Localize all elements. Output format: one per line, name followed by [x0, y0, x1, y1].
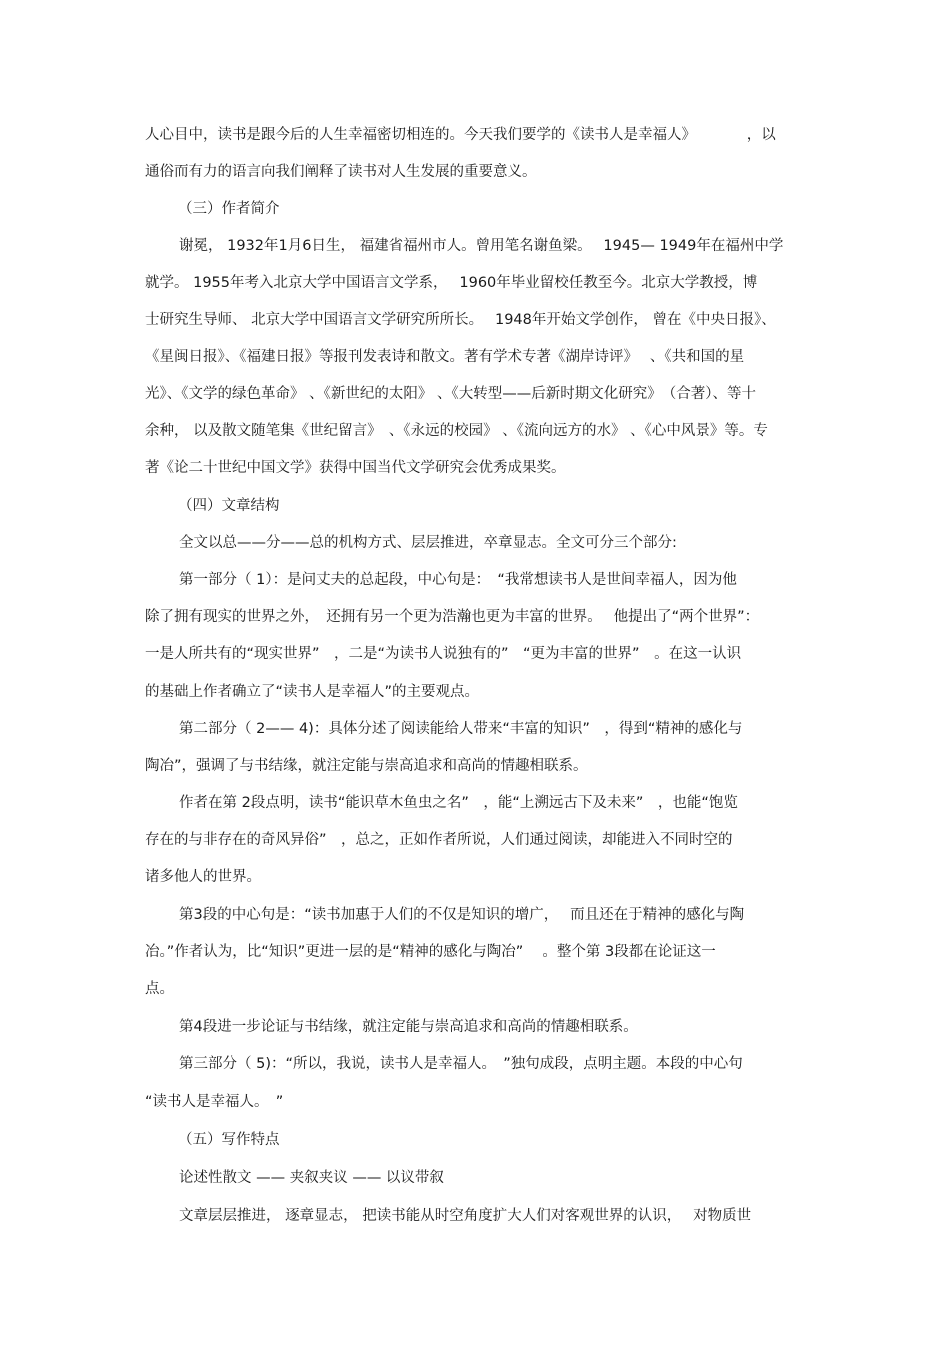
- paragraph-line: 诸多他人的世界。: [145, 869, 261, 885]
- paragraph-line: 第4段进一步论证与书结缘，就注定能与崇高追求和高尚的情趣相联系。: [179, 1019, 638, 1035]
- paragraph-line: 《星闽日报》、《福建日报》等报刊发表诗和散文。著有学术专著《湖岸诗评》 、《共和国的星: [145, 349, 745, 365]
- paragraph-line: 存在的与非存在的奇风异俗” ，总之，正如作者所说，人们通过阅读，却能进入不同时空的: [145, 832, 733, 848]
- paragraph-line: 作者在第 2段点明，读书“能识草木鱼虫之名” ，能“上溯远古下及未来” ，也能“饱览: [179, 795, 738, 811]
- paragraph-line: 就学。 1955年考入北京大学中国语言文学系， 1960年毕业留校任教至今。北京大学教授，博: [145, 275, 758, 291]
- paragraph-line: 人心目中，读书是跟今后的人生幸福密切相连的。今天我们要学的《读书人是幸福人》 ，以: [145, 127, 776, 143]
- paragraph-line: 陶冶”，强调了与书结缘，就注定能与崇高追求和高尚的情趣相联系。: [145, 758, 588, 774]
- paragraph-line: 文章层层推进， 逐章显志， 把读书能从时空角度扩大人们对客观世界的认识， 对物质世: [179, 1208, 752, 1224]
- paragraph-line: 点。: [145, 981, 174, 997]
- paragraph-line: 光》、《文学的绿色革命》 、《新世纪的太阳》 、《大转型——后新时期文化研究》 （合著）、等十: [145, 386, 756, 402]
- paragraph-line: 著《论二十世纪中国文学》获得中国当代文学研究会优秀成果奖。: [145, 460, 566, 476]
- paragraph-line: 论述性散文 —— 夹叙夹议 —— 以议带叙: [179, 1170, 444, 1186]
- paragraph-line: 谢冕， 1932年1月6日生， 福建省福州市人。曾用笔名谢鱼梁。 1945— 1949年在福州中学: [179, 238, 784, 254]
- paragraph-line: 第3段的中心句是：“读书加惠于人们的不仅是知识的增广， 而且还在于精神的感化与陶: [179, 907, 745, 923]
- paragraph-line: 一是人所共有的“现实世界” ，二是“为读书人说独有的” “更为丰富的世界” 。在这一认识: [145, 646, 742, 662]
- paragraph-line: 通俗而有力的语言向我们阐释了读书对人生发展的重要意义。: [145, 164, 537, 180]
- paragraph-line: 士研究生导师、 北京大学中国语言文学研究所所长。 1948年开始文学创作， 曾在《中央日报》、: [145, 312, 776, 328]
- paragraph-line: 第二部分（ 2—— 4)：具体分述了阅读能给人带来“丰富的知识” ，得到“精神的感化与: [179, 721, 743, 737]
- section-heading-author-intro: （三）作者简介: [178, 201, 280, 217]
- section-heading-structure: （四）文章结构: [178, 498, 280, 514]
- paragraph-line: 第一部分（ 1）：是问丈夫的总起段，中心句是： “我常想读书人是世间幸福人，因为他: [179, 572, 737, 588]
- paragraph-line: 第三部分（ 5)：“所以，我说，读书人是幸福人。 ”独句成段，点明主题。本段的中心句: [179, 1056, 743, 1072]
- paragraph-line: 冶。”作者认为，比“知识”更进一层的是“精神的感化与陶冶” 。整个第 3段都在论证这一: [145, 944, 716, 960]
- paragraph-line: 余种， 以及散文随笔集《世纪留言》 、《永远的校园》 、《流向远方的水》 、《心中风景》等。专: [145, 423, 768, 439]
- paragraph-line: 除了拥有现实的世界之外， 还拥有另一个更为浩瀚也更为丰富的世界。 他提出了“两个世界”：: [145, 609, 760, 625]
- paragraph-line: “读书人是幸福人。 ”: [145, 1094, 284, 1110]
- paragraph-line: 全文以总——分——总的机构方式、层层推进，卒章显志。全文可分三个部分:: [179, 535, 677, 551]
- paragraph-line: 的基础上作者确立了“读书人是幸福人”的主要观点。: [145, 684, 480, 700]
- section-heading-writing-features: （五）写作特点: [178, 1132, 280, 1148]
